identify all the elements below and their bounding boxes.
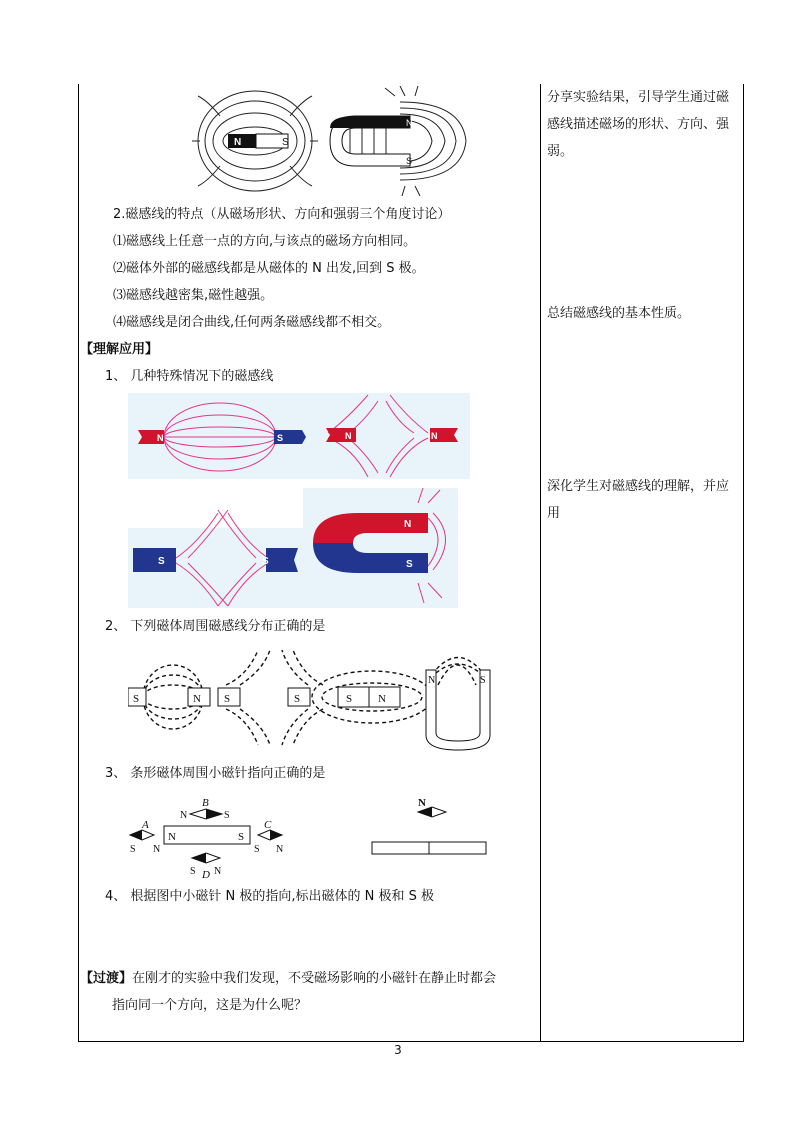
panel2-right-n-label: N [431, 431, 438, 441]
q3b-compass-n-label: N [418, 797, 426, 809]
panel3-right-s-label: S [262, 556, 269, 567]
panel4-s-label: S [406, 559, 413, 570]
note-deepen: 深化学生对磁感线的理解，并应用 [547, 479, 730, 521]
opt4-s-label: S [480, 675, 486, 686]
question-3: 3、 条形磁体周围小磁针指向正确的是 [105, 766, 326, 781]
feature-item-2: ⑵磁体外部的磁感线都是从磁体的 N 出发,回到 S 极。 [113, 261, 425, 276]
feature-item-4: ⑷磁感线是闭合曲线,任何两条磁感线都不相交。 [113, 315, 391, 330]
opt3-n-label: N [378, 693, 386, 705]
feature-item-3: ⑶磁感线越密集,磁性越强。 [113, 288, 274, 303]
compass-a-s-label: S [130, 844, 136, 855]
opt2-right-s-label: S [294, 693, 301, 705]
question-4: 4、 根据图中小磁针 N 极的指向,标出磁体的 N 极和 S 极 [105, 889, 435, 904]
opt3-s-label: S [346, 693, 353, 705]
compass-a-letter: A [142, 819, 149, 831]
compass-d-n-label: N [214, 866, 222, 877]
compass-d-letter: D [202, 869, 210, 881]
column-divider [540, 84, 541, 1042]
panel3-left-s-label: S [158, 556, 165, 567]
bar-magnet-n-label: N [234, 137, 242, 148]
special-cases-figure-bottom [128, 488, 458, 608]
compass-a-n-label: N [153, 844, 161, 855]
opt1-s-label: S [133, 693, 140, 705]
compass-c-letter: C [264, 819, 272, 831]
horseshoe-n-label: N [406, 118, 413, 128]
transition-label: 【过渡】 [80, 971, 133, 986]
compass-b-letter: B [202, 797, 209, 809]
opt2-left-s-label: S [224, 693, 231, 705]
q3-magnet-s-label: S [238, 831, 245, 843]
q3-magnet-n-label: N [168, 831, 176, 843]
field-lines-figure [190, 86, 470, 196]
panel1-n-label: N [157, 433, 164, 443]
q2-options-figure [128, 645, 500, 755]
section-heading: 【理解应用】 [80, 342, 159, 357]
note-share-results: 分享实验结果，引导学生通过磁感线描述磁场的形状、方向、强弱。 [547, 90, 730, 159]
special-cases-figure-top [128, 393, 470, 479]
opt4-n-label: N [428, 675, 436, 686]
compass-b-n-label: N [180, 810, 188, 821]
question-1: 1、 几种特殊情况下的磁感线 [105, 369, 274, 384]
bar-magnet-s-label: S [282, 137, 289, 148]
compass-b-s-label: S [224, 810, 230, 821]
feature-heading: 2.磁感线的特点（从磁场形状、方向和强弱三个角度讨论） [113, 207, 451, 222]
panel1-s-label: S [277, 433, 284, 443]
feature-item-1: ⑴磁感线上任意一点的方向,与该点的磁场方向相同。 [113, 234, 417, 249]
compass-c-n-label: N [276, 844, 284, 855]
opt1-n-label: N [193, 693, 201, 705]
note-summarize: 总结磁感线的基本性质。 [547, 306, 691, 321]
compass-d-s-label: S [190, 866, 196, 877]
compass-c-s-label: S [254, 844, 260, 855]
page-number: 3 [394, 1043, 402, 1057]
panel4-n-label: N [404, 519, 412, 530]
transition-line-1 [80, 970, 496, 988]
q3-compass-figure [128, 792, 498, 884]
question-2: 2、 下列磁体周围磁感线分布正确的是 [105, 619, 326, 634]
panel2-left-n-label: N [345, 431, 352, 441]
transition-line-2: 指向同一个方向，这是为什么呢？ [112, 998, 308, 1013]
transition-text-1: 在刚才的实验中我们发现，不受磁场影响的小磁针在静止时都会 [132, 971, 497, 986]
horseshoe-s-label: S [406, 156, 413, 166]
